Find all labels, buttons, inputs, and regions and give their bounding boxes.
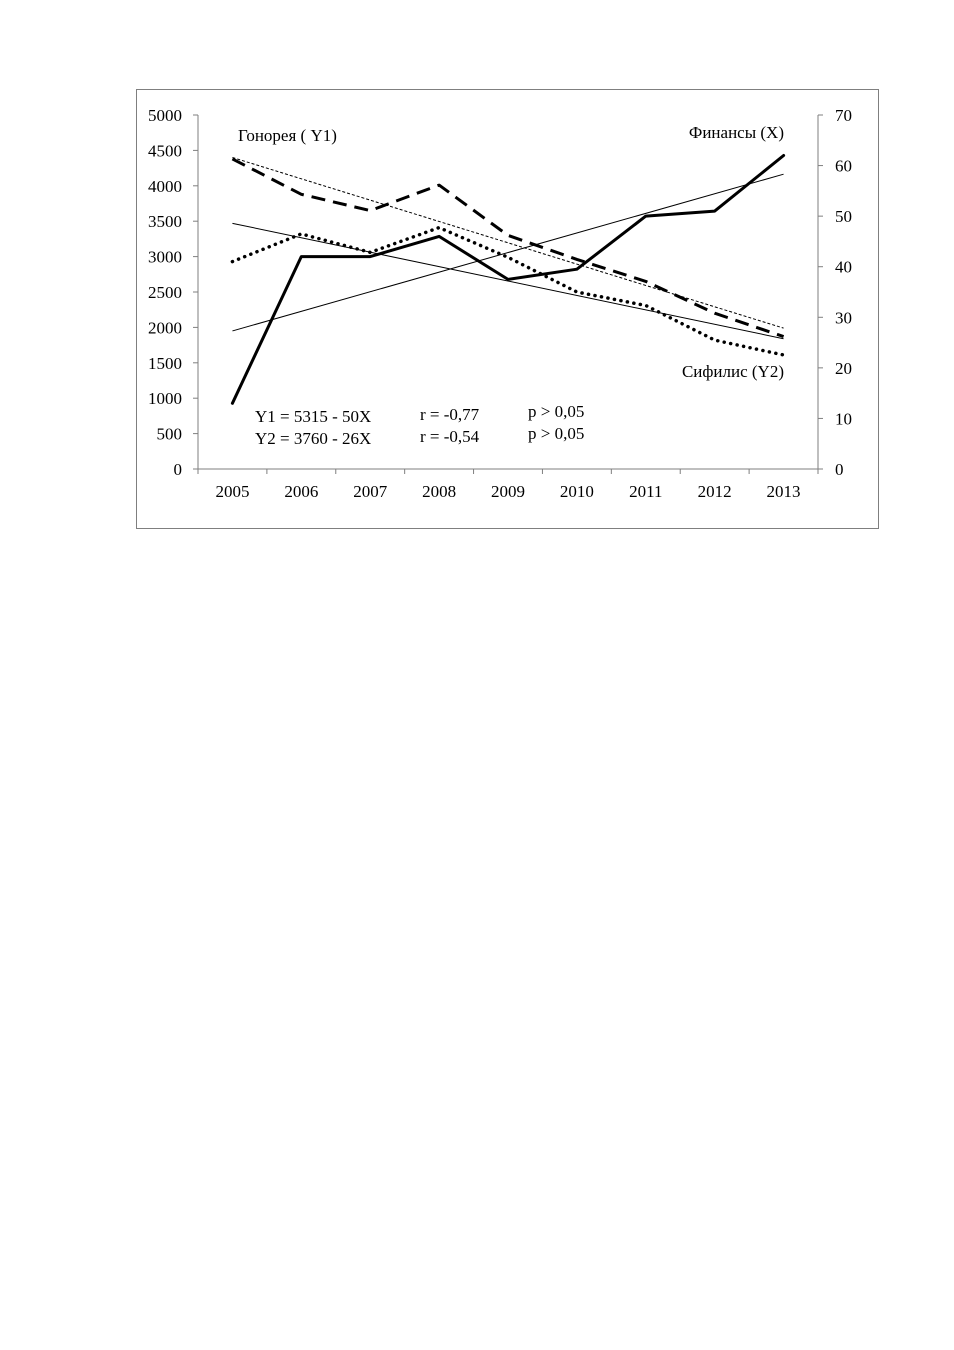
left-axis-tick-label: 3000	[148, 247, 182, 267]
annotation-r2: r = -0,54	[420, 427, 480, 446]
annotation-eq1: Y1 = 5315 - 50X	[255, 407, 372, 426]
series-line-gonorrhea	[232, 159, 783, 337]
x-axis-tick-label: 2012	[697, 482, 732, 501]
left-axis-tick-label: 4000	[148, 176, 182, 196]
x-axis-tick-label: 2006	[284, 482, 319, 501]
series-label-x: Финансы (X)	[688, 123, 784, 142]
trendline	[232, 157, 783, 328]
right-axis-tick-label: 50	[835, 207, 852, 227]
right-axis-tick-label: 60	[835, 156, 852, 176]
annotation-p2: p > 0,05	[528, 424, 585, 443]
x-axis-tick-label: 2011	[629, 482, 663, 501]
left-axis-tick-label: 4500	[148, 141, 182, 161]
left-axis-tick-label: 0	[173, 460, 182, 479]
left-axis-tick-label: 1000	[148, 389, 182, 409]
series-line-syphilis	[232, 228, 783, 355]
annotation-p1: p > 0,05	[528, 402, 585, 421]
x-axis-tick-label: 2010	[559, 482, 594, 501]
x-axis-tick-label: 2007	[353, 482, 388, 501]
x-axis-tick-label: 2008	[422, 482, 457, 501]
right-axis-tick-label: 30	[835, 308, 852, 328]
x-axis-tick-label: 2009	[491, 482, 525, 501]
x-axis-tick-label: 2005	[215, 482, 250, 501]
annotation-eq2: Y2 = 3760 - 26X	[255, 429, 372, 448]
left-axis-tick-label: 500	[156, 424, 182, 444]
left-axis-tick-label: 1500	[148, 353, 182, 373]
annotation-r1: r = -0,77	[420, 405, 480, 424]
right-axis-tick-label: 10	[835, 409, 852, 429]
right-axis-tick-label: 20	[835, 358, 852, 378]
right-axis-tick-label: 0	[835, 460, 844, 479]
left-axis-tick-label: 5000	[148, 106, 182, 125]
series-label-y1: Гонорея ( Y1)	[238, 126, 337, 145]
trendline	[232, 223, 783, 338]
labels	[238, 123, 784, 448]
series-label-y2: Сифилис (Y2)	[681, 362, 784, 381]
right-axis-tick-label: 40	[835, 257, 852, 277]
left-axis-tick-label: 2500	[148, 283, 182, 302]
right-axis-tick-label: 70	[835, 106, 852, 125]
x-axis-tick-label: 2013	[766, 482, 801, 501]
axes	[148, 106, 852, 501]
trendlines	[232, 157, 783, 338]
left-axis-tick-label: 2000	[148, 318, 182, 338]
left-axis-tick-label: 3500	[148, 212, 182, 232]
